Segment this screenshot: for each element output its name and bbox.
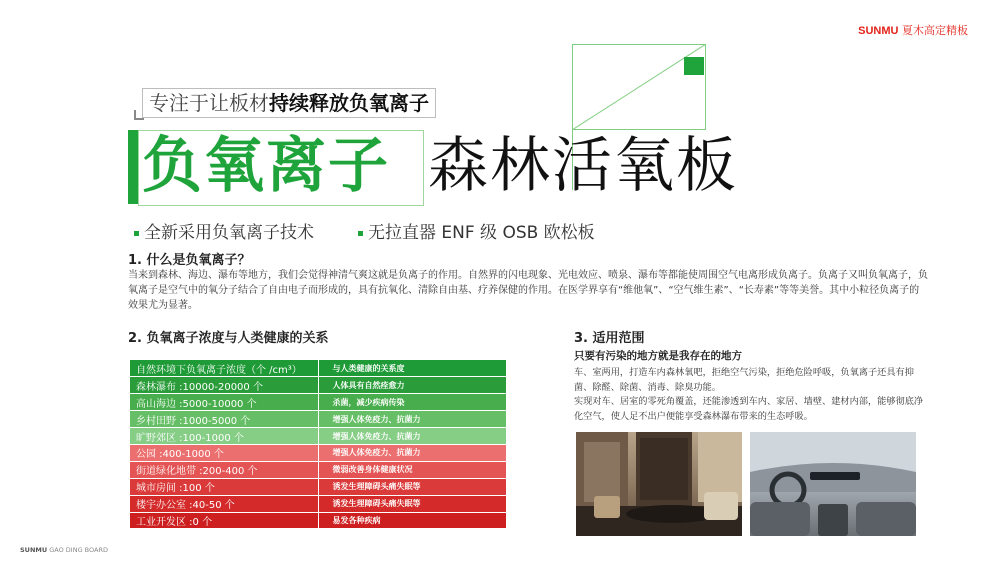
feature-text: 无拉直器 ENF 级 OSB 欧松板	[368, 223, 595, 243]
table-row	[130, 495, 506, 512]
brand-logo	[858, 22, 968, 38]
table-cell-environment: 公园 :400-1000 个	[130, 444, 318, 461]
table-row	[130, 411, 506, 428]
feature-item	[358, 218, 595, 243]
brand-name: 夏木高定精板	[902, 24, 968, 37]
feature-text: 全新采用负氧离子技术	[144, 223, 314, 243]
table-cell-environment: 工业开发区 :0 个	[130, 512, 318, 529]
tagline-bold: 持续释放负氧离子	[269, 91, 429, 115]
section-body	[574, 366, 924, 424]
section-paragraph: 实现对车、居室的零死角覆盖，还能渗透到车内、家居、墙壁、建材内部，能够彻底净化空气，使人足不出户便能享受森林瀑布带来的生态呼吸。	[574, 396, 924, 422]
footer-logo: SUNMU	[20, 546, 48, 554]
table-cell-health-effect: 诱发生理障碍头痛失眠等	[318, 495, 506, 512]
section-heading: 2. 负氧离子浓度与人类健康的关系	[128, 331, 329, 346]
table-cell-environment: 街道绿化地带 :200-400 个	[130, 461, 318, 478]
section-heading: 1. 什么是负氧离子？	[128, 253, 251, 268]
table-row	[130, 428, 506, 445]
table-cell-environment: 乡村田野 :1000-5000 个	[130, 411, 318, 428]
tagline-plain: 专注于让板材	[149, 91, 269, 115]
table-row	[130, 478, 506, 495]
feature-item	[134, 218, 314, 243]
table-row	[130, 512, 506, 529]
section-subheading: 只要有污染的地方就是我存在的地方	[574, 350, 742, 362]
table-cell-health-effect: 微弱改善身体健康状况	[318, 461, 506, 478]
table-cell-health-effect: 增强人体免疫力、抗菌力	[318, 444, 506, 461]
table-row	[130, 377, 506, 394]
table-cell-environment: 高山海边 :5000-10000 个	[130, 394, 318, 411]
interior-room-photo	[576, 432, 742, 536]
tagline	[142, 88, 436, 118]
section-paragraph: 车、室两用，打造车内森林氧吧，拒绝空气污染，拒绝危险呼吸，负氧离子还具有抑菌、除醛、除菌、消毒、除臭功能。	[574, 367, 914, 393]
bullet-icon	[358, 231, 363, 236]
table-cell-environment: 旷野郊区 :100-1000 个	[130, 428, 318, 445]
table-cell-environment: 城市房间 :100 个	[130, 478, 318, 495]
section-heading: 3. 适用范围	[574, 331, 645, 346]
section-body: 当来到森林、海边、瀑布等地方，我们会觉得神清气爽这就是负离子的作用。自然界的闪电现象、光电效应、喷泉、瀑布等都能使周围空气电离形成负离子。负离子又叫负氧离子，负氧离子是空气中的氧分子结合了自由电子而形成的，具有抗氧化、清除自由基、疗养保健的作用。在医学界享有“维他氧”、“空气维生素”、“长寿素”等等美誉。其中小粒径负离子的效果尤为显著。	[128, 270, 928, 311]
table-row	[130, 444, 506, 461]
room-illustration	[576, 432, 742, 536]
table-header-row	[130, 360, 506, 377]
footer-text: GAO DING BOARD	[49, 546, 108, 554]
title-accent-bar	[128, 130, 138, 204]
table-cell-environment: 楼宇办公室 :40-50 个	[130, 495, 318, 512]
table-header-cell: 自然环境下负氧离子浓度（个 /cm³）	[130, 360, 318, 377]
bullet-icon	[134, 231, 139, 236]
table-cell-environment: 森林瀑布 :10000-20000 个	[130, 377, 318, 394]
car-illustration	[750, 432, 916, 536]
ion-health-table	[130, 360, 506, 529]
footer-brand	[20, 546, 108, 554]
table-cell-health-effect: 增强人体免疫力、抗菌力	[318, 428, 506, 445]
table-cell-health-effect: 诱发生理障碍头痛失眠等	[318, 478, 506, 495]
table-cell-health-effect: 杀菌，减少疾病传染	[318, 394, 506, 411]
title-highlight: 负氧离子	[142, 131, 390, 201]
page-title: 森林活氧板	[428, 131, 738, 201]
table-cell-health-effect: 人体具有自然痊愈力	[318, 377, 506, 394]
table-cell-health-effect: 增强人体免疫力、抗菌力	[318, 411, 506, 428]
table-cell-health-effect: 易发各种疾病	[318, 512, 506, 529]
brand-mark: SUNMU	[858, 25, 899, 37]
car-interior-photo	[750, 432, 916, 536]
table-row	[130, 394, 506, 411]
table-header-cell: 与人类健康的关系度	[318, 360, 506, 377]
table-row	[130, 461, 506, 478]
decorative-square	[684, 57, 704, 75]
